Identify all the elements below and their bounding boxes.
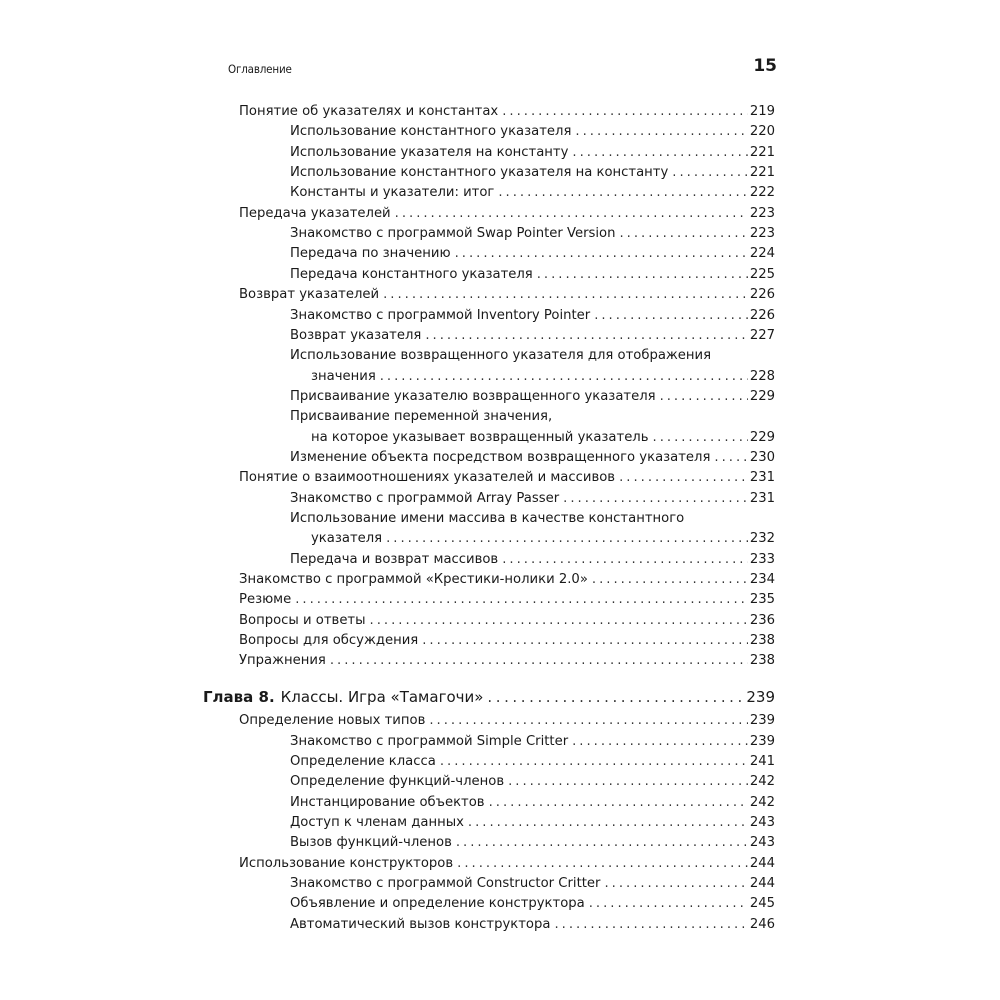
dot-leader [380,367,748,387]
toc-entry[interactable] [290,894,775,914]
toc-entry[interactable] [290,874,775,894]
toc-entry[interactable] [290,732,775,752]
toc-entry-page: 238 [749,653,775,669]
toc-entry[interactable] [311,367,775,387]
dot-leader [455,244,748,264]
dot-leader [554,915,747,935]
dot-leader [425,326,748,346]
toc-entry-title-line: Присваивание переменной значения, [290,409,553,425]
toc-entry-page: 243 [749,814,775,830]
toc-entry[interactable] [290,489,775,509]
toc-entry[interactable] [239,854,775,874]
toc-entry-title: на которое указывает возвращенный указатель [311,429,649,445]
toc-entry[interactable] [239,204,775,224]
toc-entry-title: Константы и указатели: итог [290,185,495,201]
toc-entry[interactable] [290,306,775,326]
dot-leader [537,265,748,285]
dot-leader [502,102,748,122]
toc-entry-page: 242 [749,794,775,810]
toc-entry-page: 244 [749,875,775,891]
toc-entry-title: Резюме [239,592,292,608]
toc-entry-title: Знакомство с программой Simple Critter [290,733,569,749]
toc-entry-title: Вопросы для обсуждения [239,633,419,649]
toc-entry-title: Передача константного указателя [290,266,533,282]
toc-entry-title: Определение новых типов [239,713,426,729]
toc-entry-page: 228 [749,368,775,384]
toc-entry-title: Передача и возврат массивов [290,551,499,567]
dot-leader [575,122,747,142]
toc-entry-title: Объявление и определение конструктора [290,896,585,912]
toc-entry-title: Автоматический вызов конструктора [290,916,551,932]
dot-leader [572,143,747,163]
dot-leader [508,772,748,792]
toc-entry[interactable] [290,163,775,183]
toc-entry[interactable] [290,143,775,163]
dot-leader [487,687,744,707]
toc-entry-page: 243 [749,835,775,851]
toc-entry-page: 233 [749,551,775,567]
toc-entry-title: Изменение объекта посредством возвращенного указателя [290,449,711,465]
dot-leader [594,306,748,326]
dot-leader [386,529,748,549]
dot-leader [330,651,748,671]
page-number: 15 [753,56,777,76]
toc-entry-title: Доступ к членам данных [290,814,464,830]
dot-leader [672,163,748,183]
dot-leader [604,874,747,894]
toc-entry[interactable] [311,428,775,448]
toc-entry[interactable] [290,326,775,346]
toc-entry-page: 229 [749,388,775,404]
toc-entry-page: 242 [749,774,775,790]
dot-leader [422,631,748,651]
toc-entry-title: Знакомство с программой Swap Pointer Version [290,226,616,242]
dot-leader [498,183,747,203]
toc-entry[interactable] [290,448,775,468]
dot-leader [456,833,748,853]
toc-entry-page: 235 [749,592,775,608]
toc-entry-title: Использование указателя на константу [290,144,569,160]
toc-entry-page: 232 [749,531,775,547]
toc-entry-title: Присваивание указателю возвращенного указателя [290,388,656,404]
toc-entry-title: Знакомство с программой Array Passer [290,490,560,506]
toc-entry-page: 221 [749,165,775,181]
toc-entry-page: 226 [749,307,775,323]
toc-entry-page: 231 [749,490,775,506]
dot-leader [572,732,748,752]
toc-entry-title: Передача указателей [239,205,391,221]
toc-entry-page: 221 [749,144,775,160]
toc-entry-page: 246 [749,916,775,932]
toc-entry[interactable] [290,752,775,772]
toc-entry-title: Использование конструкторов [239,855,454,871]
toc-entry-page: 230 [749,449,775,465]
toc-entry[interactable] [239,570,775,590]
toc-entry[interactable] [239,468,775,488]
toc-entry-page: 238 [749,633,775,649]
toc-entry-page: 222 [749,185,775,201]
toc-entry[interactable] [290,793,775,813]
toc-entry[interactable] [239,651,775,671]
toc-entry-page: 226 [749,287,775,303]
toc-entry-page: 245 [749,896,775,912]
dot-leader [429,711,747,731]
toc-entry-title: Использование константного указателя на константу [290,165,669,181]
dot-leader [440,752,748,772]
dot-leader [653,428,748,448]
toc-entry[interactable] [239,611,775,631]
chapter-label: Глава 8. [203,687,275,706]
dot-leader [592,570,748,590]
dot-leader [619,224,747,244]
chapter-page: 239 [746,687,775,706]
running-head: Оглавление [228,62,292,76]
toc-entry-page: 223 [749,226,775,242]
dot-leader [468,813,748,833]
toc-entry-title: Знакомство с программой Inventory Pointer [290,307,591,323]
dot-leader [502,550,748,570]
toc-entry-page: 244 [749,855,775,871]
toc-entry-title: Определение класса [290,753,436,769]
toc-entry-title-line: Использование возвращенного указателя для отображения [290,348,712,364]
dot-leader [489,793,748,813]
toc-entry-title: Возврат указателя [290,327,422,343]
toc-entry[interactable] [311,529,775,549]
dot-leader [370,611,748,631]
toc-entry[interactable] [290,244,775,264]
toc-entry-page: 220 [749,124,775,140]
toc-entry-title: значения [311,368,376,384]
dot-leader [563,489,748,509]
toc-entry-title: Знакомство с программой «Крестики-нолики 2.0» [239,572,588,588]
toc-entry[interactable] [239,285,775,305]
toc-entry-page: 239 [749,733,775,749]
dot-leader [295,590,748,610]
toc-entry-title: Передача по значению [290,246,451,262]
dot-leader [383,285,748,305]
toc-entry-page: 224 [749,246,775,262]
toc-entry-title: Понятие об указателях и константах [239,104,499,119]
toc-entry-page: 219 [749,104,775,119]
toc-entry-title: Возврат указателей [239,287,380,303]
toc-entry-title: Упражнения [239,653,326,669]
toc-entry[interactable] [239,102,775,122]
toc-entry-page: 225 [749,266,775,282]
toc-entry-title: Вопросы и ответы [239,612,366,628]
toc-entry-page: 229 [749,429,775,445]
toc-entry[interactable] [290,224,775,244]
toc-entry-title: Использование константного указателя [290,124,572,140]
chapter-heading[interactable] [203,687,775,709]
toc-entry-page: 239 [749,713,775,729]
toc-entry-title: Понятие о взаимоотношениях указателей и массивов [239,470,616,486]
toc-entry[interactable] [290,772,775,792]
chapter-title: Классы. Игра «Тамагочи» [280,687,484,706]
dot-leader [457,854,748,874]
toc-entry-title: Инстанцирование объектов [290,794,485,810]
toc-entry[interactable] [290,122,775,142]
toc-entry[interactable] [290,915,775,935]
toc-entry[interactable] [290,813,775,833]
toc-entry[interactable] [290,550,775,570]
toc-entry-page: 231 [749,470,775,486]
toc-entry-page: 241 [749,753,775,769]
toc-entry[interactable] [239,631,775,651]
toc-entry-title: Вызов функций-членов [290,835,452,851]
toc-entry-title: Определение функций-членов [290,774,505,790]
dot-leader [589,894,748,914]
dot-leader [619,468,748,488]
toc-entry[interactable] [290,183,775,203]
toc-entry-page: 236 [749,612,775,628]
toc-entry-title: указателя [311,531,383,547]
dot-leader [395,204,748,224]
toc-entry[interactable] [239,590,775,610]
toc-entry-page: 234 [749,572,775,588]
toc-entry-page: 227 [749,327,775,343]
toc-entry-title: Знакомство с программой Constructor Critter [290,875,601,891]
toc-entry[interactable] [290,265,775,285]
toc-entry[interactable] [290,833,775,853]
dot-leader [714,448,747,468]
toc-entry-page: 223 [749,205,775,221]
dot-leader [660,387,748,407]
toc-entry-title-line: Использование имени массива в качестве константного [290,511,685,526]
toc-entry[interactable] [239,711,775,731]
toc-entry[interactable] [290,387,775,407]
